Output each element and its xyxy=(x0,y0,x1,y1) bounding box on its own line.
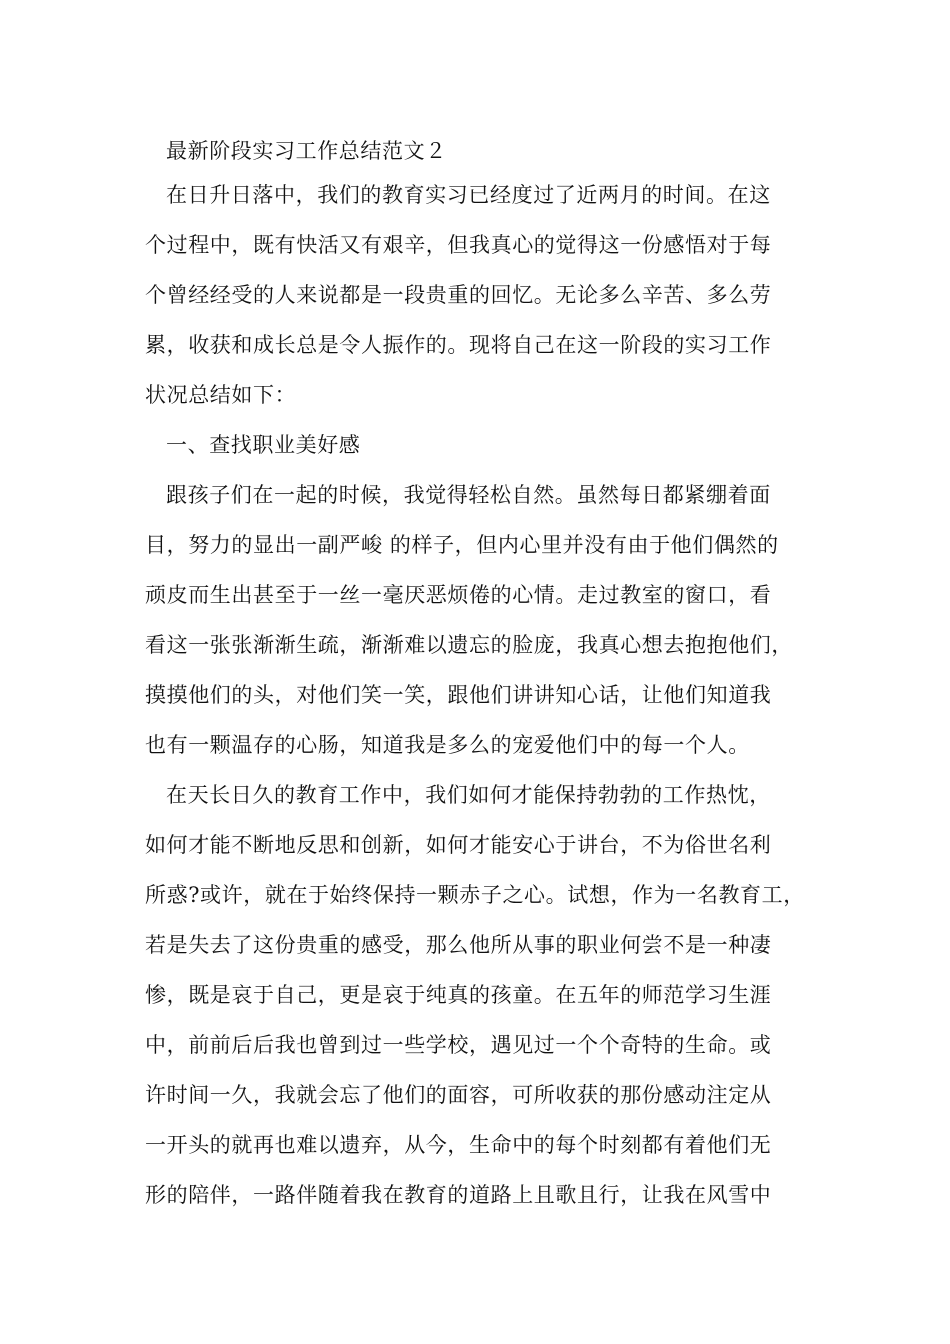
text-line: 个过程中，既有快活又有艰辛，但我真心的觉得这一份感悟对于每 xyxy=(145,233,772,257)
text-line: 看这一张张渐渐生疏，渐渐难以遗忘的脸庞，我真心想去抱抱他们， xyxy=(145,633,793,657)
document-body xyxy=(145,131,825,1225)
paragraph-enthusiasm xyxy=(145,775,825,1225)
text-line: 个曾经经受的人来说都是一段贵重的回忆。无论多么辛苦、多么劳 xyxy=(145,283,772,307)
text-line: 如何才能不断地反思和创新，如何才能安心于讲台，不为俗世名利 xyxy=(145,833,772,857)
text-line: 所惑?或许，就在于始终保持一颗赤子之心。试想，作为一名教育工， xyxy=(145,883,805,907)
text-line: 状况总结如下： xyxy=(145,383,297,407)
paragraph-children xyxy=(145,475,825,775)
text-line: 在天长日久的教育工作中，我们如何才能保持勃勃的工作热忱， xyxy=(166,783,771,807)
text-line: 中，前前后后我也曾到过一些学校，遇见过一个个奇特的生命。或 xyxy=(145,1033,772,1057)
section-heading xyxy=(145,425,825,475)
text-line: 许时间一久，我就会忘了他们的面容，可所收获的那份感动注定从 xyxy=(145,1083,772,1107)
text-line: 若是失去了这份贵重的感受，那么他所从事的职业何尝不是一种凄 xyxy=(145,933,772,957)
text-line: 累，收获和成长总是令人振作的。现将自己在这一阶段的实习工作 xyxy=(145,333,772,357)
text-line: 顽皮而生出甚至于一丝一毫厌恶烦倦的心情。走过教室的窗口，看 xyxy=(145,583,772,607)
text-line: 跟孩子们在一起的时候，我觉得轻松自然。虽然每日都紧绷着面 xyxy=(166,483,771,507)
text-line: 也有一颗温存的心肠，知道我是多么的宠爱他们中的每一个人。 xyxy=(145,733,750,757)
text-line: 目，努力的显出一副严峻 的样子，但内心里并没有由于他们偶然的 xyxy=(145,533,779,557)
document-title: 最新阶段实习工作总结范文２ xyxy=(166,139,447,163)
text-line: 惨，既是哀于自己，更是哀于纯真的孩童。在五年的师范学习生涯 xyxy=(145,983,772,1007)
paragraph-intro xyxy=(145,175,825,425)
text-line: 一开头的就再也难以遗弃，从今，生命中的每个时刻都有着他们无 xyxy=(145,1133,772,1157)
text-line: 在日升日落中，我们的教育实习已经度过了近两月的时间。在这 xyxy=(166,183,771,207)
section-heading-text: 一、查找职业美好感 xyxy=(166,433,361,457)
text-line: 形的陪伴，一路伴随着我在教育的道路上且歌且行，让我在风雪中 xyxy=(145,1183,772,1207)
text-line: 摸摸他们的头，对他们笑一笑，跟他们讲讲知心话，让他们知道我 xyxy=(145,683,772,707)
